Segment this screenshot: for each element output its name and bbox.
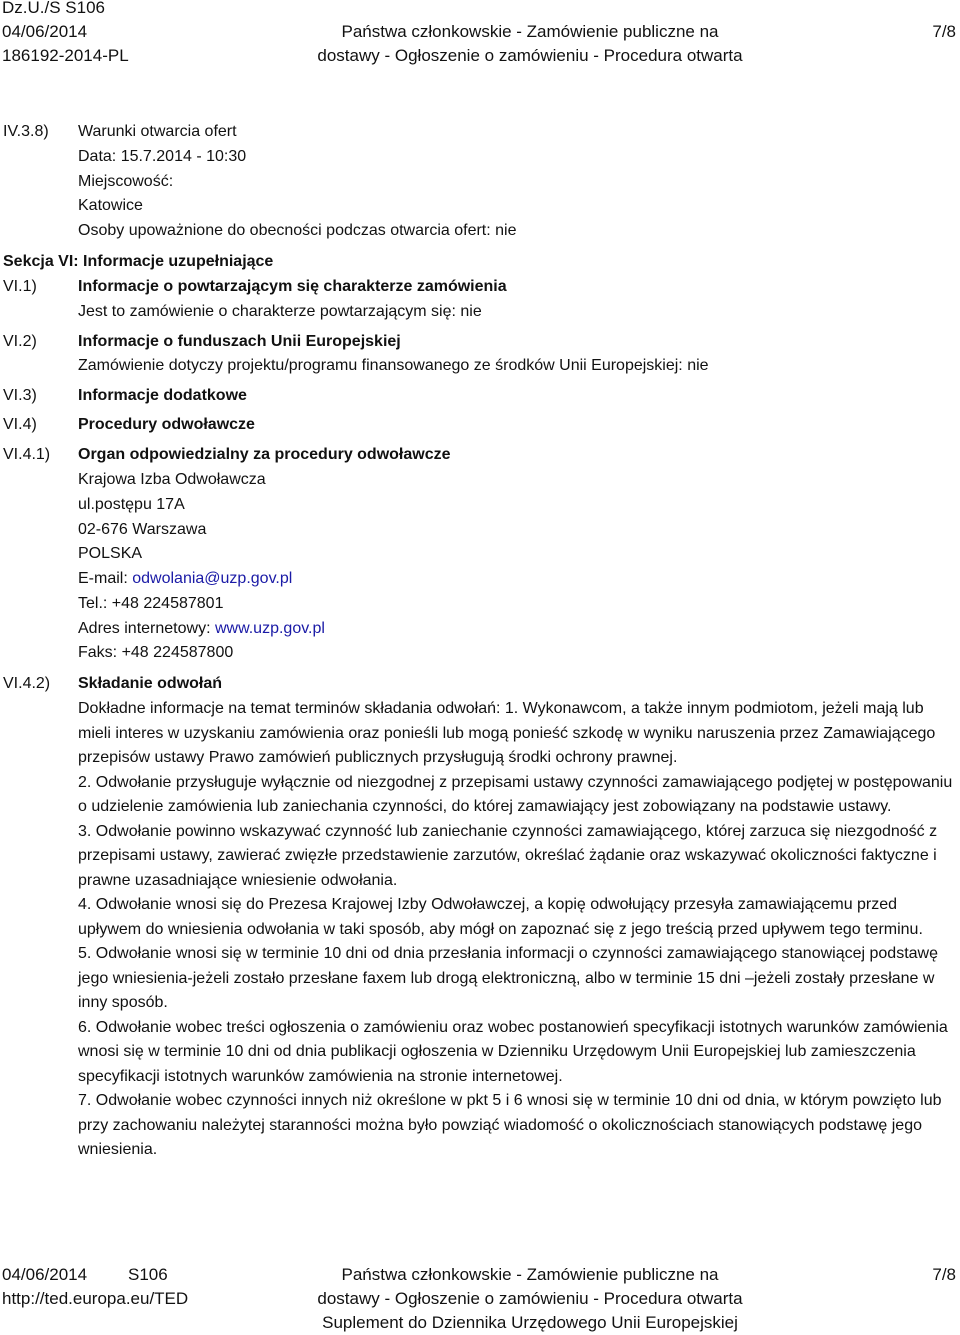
vi42-body bbox=[78, 697, 958, 1163]
footer-date: 04/06/2014 bbox=[2, 1265, 88, 1284]
vi2-heading: Informacje o funduszach Unii Europejskiej bbox=[78, 333, 401, 350]
header-ref: 186192-2014-PL bbox=[2, 46, 129, 65]
vi42-paragraph-1: Dokładne informacje na temat terminów składania odwołań: 1. Wykonawcom, a także innym podmiotom, jeżeli mają lub mieli interes w uzyskaniu zamówienia oraz ponieśli lub mogą ponieść szkodę w wyniku naruszenia przez Zamawiającego przepisów ustawy Prawo zamówień publicznych przysługują środki ochrony prawnej. bbox=[78, 700, 936, 766]
vi41-name: Krajowa Izba Odwoławcza bbox=[78, 471, 266, 488]
vi41-email-row bbox=[78, 567, 292, 591]
vi3-heading: Informacje dodatkowe bbox=[78, 387, 247, 404]
vi41-street: ul.postępu 17A bbox=[78, 496, 185, 513]
iv38-date: Data: 15.7.2014 - 10:30 bbox=[78, 148, 247, 165]
header-page: 7/8 bbox=[932, 22, 956, 41]
vi41-city: 02-676 Warszawa bbox=[78, 521, 207, 538]
vi41-tel: Tel.: +48 224587801 bbox=[78, 595, 224, 612]
vi1-number: VI.1) bbox=[3, 278, 37, 295]
iv38-persons: Osoby upoważnione do obecności podczas otwarcia ofert: nie bbox=[78, 222, 517, 239]
vi41-email-link[interactable]: odwolania@uzp.gov.pl bbox=[132, 570, 293, 587]
header-title-line1: Państwa członkowskie - Zamówienie publiczne na bbox=[341, 22, 719, 41]
footer-title-line2: dostawy - Ogłoszenie o zamówieniu - Procedura otwarta bbox=[317, 1289, 743, 1308]
header-date: 04/06/2014 bbox=[2, 22, 88, 41]
header-title-line2: dostawy - Ogłoszenie o zamówieniu - Procedura otwarta bbox=[317, 46, 743, 65]
vi3-number: VI.3) bbox=[3, 387, 37, 404]
vi4-number: VI.4) bbox=[3, 416, 37, 433]
iv38-number: IV.3.8) bbox=[3, 123, 49, 140]
vi42-paragraph-4: 4. Odwołanie wnosi się do Prezesa Krajowej Izby Odwoławczej, a kopię odwołujący przesyła zamawiającemu przed upływem do wniesienia odwołania w taki sposób, aby mógł on zapoznać się z jego treścią przed upływem tego terminu. bbox=[78, 896, 923, 938]
header-doc-id: Dz.U./S S106 bbox=[2, 0, 105, 17]
footer-url[interactable]: http://ted.europa.eu/TED bbox=[2, 1289, 189, 1308]
vi42-paragraph-6: 6. Odwołanie wobec treści ogłoszenia o zamówieniu oraz wobec postanowień specyfikacji istotnych warunków zamówienia wnosi się w terminie 10 dni od dnia publikacji ogłoszenia w Dzienniku Urzędowym Unii Europejskiej lub zamieszczenia specyfikacji istotnych warunków zamówienia na stronie internetowej. bbox=[78, 1018, 948, 1085]
section6-title: Sekcja VI: Informacje uzupełniające bbox=[3, 253, 274, 270]
vi42-number: VI.4.2) bbox=[3, 675, 51, 692]
vi41-web-row bbox=[78, 617, 325, 641]
footer-page: 7/8 bbox=[932, 1265, 956, 1284]
vi41-heading: Organ odpowiedzialny za procedury odwoławcze bbox=[78, 446, 451, 463]
iv38-place: Katowice bbox=[78, 197, 143, 214]
vi42-paragraph-7: 7. Odwołanie wobec czynności innych niż określone w pkt 5 i 6 wnosi się w terminie 10 dni od dnia, w którym powzięto lub przy zachowaniu należytej staranności można było powziąć wiadomość o okolicznościach stanowiących podstawę jego wniesienia. bbox=[78, 1092, 942, 1158]
iv38-place-label: Miejscowość: bbox=[78, 173, 174, 190]
vi42-paragraph-3: 3. Odwołanie powinno wskazywać czynność lub zaniechanie czynności zamawiającego, której zarzuca się niezgodność z przepisami ustawy, zawierać zwięzłe przedstawienie zarzutów, określać żądanie oraz wskazywać okoliczności faktyczne i prawne uzasadniające wniesienie odwołania. bbox=[78, 822, 938, 889]
vi41-country: POLSKA bbox=[78, 545, 143, 562]
vi1-heading: Informacje o powtarzającym się charakterze zamówienia bbox=[78, 278, 507, 295]
footer-title-line1: Państwa członkowskie - Zamówienie publiczne na bbox=[341, 1265, 719, 1284]
vi2-text: Zamówienie dotyczy projektu/programu finansowanego ze środków Unii Europejskiej: nie bbox=[78, 357, 709, 374]
iv38-heading: Warunki otwarcia ofert bbox=[78, 123, 237, 140]
vi42-paragraph-2: 2. Odwołanie przysługuje wyłącznie od niezgodnej z przepisami ustawy czynności zamawiającego podjętej w postępowaniu o udzielenie zamówienia lub zaniechania czynności, do której zamawiający jest zobowiązany na podstawie ustawy. bbox=[78, 773, 953, 815]
footer-title-line3: Suplement do Dziennika Urzędowego Unii Europejskiej bbox=[322, 1313, 738, 1332]
vi41-web-link[interactable]: www.uzp.gov.pl bbox=[214, 620, 325, 637]
vi41-email-label: E-mail: bbox=[78, 570, 133, 587]
vi42-heading: Składanie odwołań bbox=[78, 675, 223, 692]
vi41-web-label: Adres internetowy: bbox=[78, 620, 215, 637]
vi42-paragraph-5: 5. Odwołanie wnosi się w terminie 10 dni od dnia przesłania informacji o czynności zamawiającego stanowiącej podstawę jego wniesienia-jeżeli zostało przesłane faxem lub drogą elektroniczną, albo w terminie 15 dni –jeżeli zostały przesłane w inny sposób. bbox=[78, 945, 938, 1011]
vi2-number: VI.2) bbox=[3, 333, 37, 350]
footer-series: S106 bbox=[128, 1265, 168, 1284]
vi4-heading: Procedury odwoławcze bbox=[78, 416, 255, 433]
vi41-number: VI.4.1) bbox=[3, 446, 51, 463]
vi1-text: Jest to zamówienie o charakterze powtarzającym się: nie bbox=[78, 303, 482, 320]
vi41-fax: Faks: +48 224587800 bbox=[78, 644, 234, 661]
